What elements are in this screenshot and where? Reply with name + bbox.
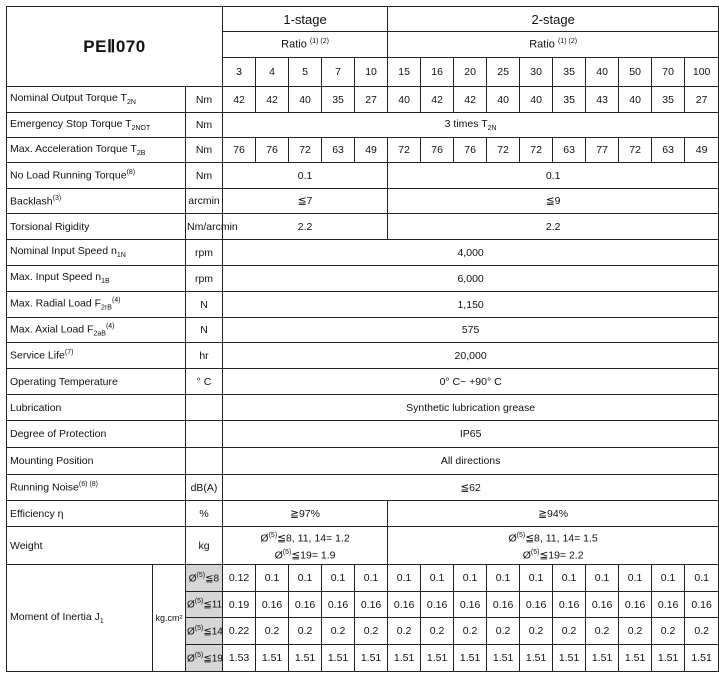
inertia-value: 0.2: [619, 618, 652, 645]
diameter-value: ≦11: [203, 599, 223, 611]
inertia-label-text: Moment of Inertia J: [10, 610, 100, 623]
inertia-value: 1.51: [322, 645, 355, 672]
row-value-stage2: 2.2: [388, 214, 719, 240]
row-value: 40: [520, 87, 553, 113]
inertia-value: 0.16: [487, 592, 520, 618]
inertia-value: 0.1: [289, 565, 322, 592]
row-value: 72: [619, 138, 652, 163]
diameter-symbol: Ø: [508, 532, 517, 545]
inertia-diameter: [186, 618, 223, 645]
ratio-value: 50: [619, 58, 652, 87]
ratio-value: 25: [487, 58, 520, 87]
stage2-header: 2-stage: [388, 7, 719, 32]
spec-row-efficiency: [7, 501, 719, 527]
weight-value: ≦19= 2.2: [539, 549, 584, 561]
row-value-stage1: 2.2: [223, 214, 388, 240]
diameter-value: ≦14: [203, 626, 223, 638]
weight-stage2: [388, 527, 719, 565]
row-value: 42: [454, 87, 487, 113]
stage1-header: 1-stage: [223, 7, 388, 32]
inertia-value: 1.51: [289, 645, 322, 672]
inertia-value: 0.2: [553, 618, 586, 645]
inertia-value: 0.1: [586, 565, 619, 592]
row-value: 76: [223, 138, 256, 163]
inertia-label: [7, 565, 153, 672]
diameter-symbol: Ø: [187, 653, 195, 665]
row-unit: N: [186, 292, 223, 318]
row-value-all: [223, 343, 719, 369]
row-label: [7, 87, 186, 113]
row-unit: Nm/arcmin: [186, 214, 223, 240]
inertia-value: 0.2: [454, 618, 487, 645]
footnote-ref: (5): [282, 548, 292, 556]
row-value: 72: [520, 138, 553, 163]
inertia-value: 0.12: [223, 565, 256, 592]
row-label-sub: 2NOT: [131, 125, 151, 133]
inertia-value: 0.16: [619, 592, 652, 618]
row-value-text: Synthetic lubrication grease: [406, 401, 536, 414]
row-value: 27: [685, 87, 719, 113]
row-label-sup: (8): [126, 169, 136, 177]
spec-row-max-axial-load: [7, 318, 719, 343]
inertia-value: 0.1: [388, 565, 421, 592]
inertia-value: 0.22: [223, 618, 256, 645]
row-value: 42: [223, 87, 256, 113]
spec-row-no-load-torque: [7, 163, 719, 189]
inertia-diameter: [186, 592, 223, 618]
row-value-all: [223, 318, 719, 343]
row-label-sub: 2B: [136, 150, 146, 158]
row-value: 35: [553, 87, 586, 113]
row-value: 40: [619, 87, 652, 113]
inertia-value: 0.16: [388, 592, 421, 618]
row-label: [7, 369, 186, 395]
row-value: 40: [388, 87, 421, 113]
inertia-value: 0.2: [289, 618, 322, 645]
spec-row-mounting: [7, 448, 719, 475]
row-label: [7, 475, 186, 501]
row-value-all: [223, 448, 719, 475]
row-value-text: 0° C~ +90° C: [439, 375, 502, 388]
spec-row-torsional-rigidity: [7, 214, 719, 240]
inertia-value: 0.2: [421, 618, 454, 645]
row-value: 76: [454, 138, 487, 163]
spec-table: [6, 6, 719, 672]
inertia-value: 0.16: [586, 592, 619, 618]
inertia-value: 0.16: [553, 592, 586, 618]
weight-value: ≦19= 1.9: [291, 549, 336, 561]
diameter-symbol: Ø: [187, 599, 195, 611]
row-value: 63: [652, 138, 685, 163]
row-value-stage1: ≦7: [223, 189, 388, 214]
row-label-text: Backlash: [10, 195, 53, 208]
inertia-value: 1.51: [256, 645, 289, 672]
row-unit: N: [186, 318, 223, 343]
inertia-value: 0.1: [685, 565, 719, 592]
footnote-ref: (5): [530, 548, 540, 556]
row-label-text: No Load Running Torque: [10, 169, 127, 182]
inertia-diameter: [186, 565, 223, 592]
inertia-value: 0.2: [256, 618, 289, 645]
row-value-all: [223, 395, 719, 421]
row-label-sub: 1N: [116, 252, 126, 260]
row-value-stage1: ≧97%: [223, 501, 388, 527]
diameter-symbol: Ø: [187, 626, 195, 638]
ratio-header-stage2: Ratio $^{(1) (2)}$: [388, 32, 719, 58]
inertia-value: 0.2: [487, 618, 520, 645]
row-unit: Nm: [186, 138, 223, 163]
inertia-value: 1.51: [454, 645, 487, 672]
row-value: 35: [652, 87, 685, 113]
row-unit: Nm: [186, 87, 223, 113]
inertia-value: 0.16: [421, 592, 454, 618]
row-value-text: IP65: [459, 428, 482, 440]
row-label-text: Max. Radial Load F: [10, 297, 102, 310]
inertia-value: 1.51: [619, 645, 652, 672]
ratio-header-stage1: Ratio $^{(1) (2)}$: [223, 32, 388, 58]
row-unit: ° C: [186, 369, 223, 395]
row-value-stage1: 0.1: [223, 163, 388, 189]
ratio-value: 15: [388, 58, 421, 87]
spec-row-nominal-torque: [7, 87, 719, 113]
row-unit: [186, 448, 223, 475]
inertia-value: 0.1: [553, 565, 586, 592]
row-label-sup: (4): [105, 322, 115, 330]
weight-lines: [224, 529, 386, 562]
inertia-value: 1.51: [421, 645, 454, 672]
inertia-value: 0.1: [487, 565, 520, 592]
row-label: [7, 266, 186, 292]
diameter-symbol: Ø: [522, 549, 531, 561]
spec-row-backlash: [7, 189, 719, 214]
row-label-sub: 1B: [101, 278, 110, 286]
inertia-value: 0.1: [322, 565, 355, 592]
row-label-text: Mounting Position: [10, 455, 94, 467]
row-label: [7, 113, 186, 138]
row-label-text: Degree of Protection: [10, 428, 107, 440]
row-unit: hr: [186, 343, 223, 369]
footnote-ref: (5): [194, 598, 204, 606]
row-value: 35: [322, 87, 355, 113]
row-label: [7, 318, 186, 343]
spec-row-running-noise: [7, 475, 719, 501]
inertia-unit: kg.cm²: [153, 565, 186, 672]
inertia-value: 0.1: [421, 565, 454, 592]
row-value-text: ≦62: [460, 481, 481, 494]
row-label-text: Nominal Output Torque T: [10, 92, 127, 105]
diameter-symbol: Ø: [260, 532, 269, 545]
inertia-value: 0.1: [520, 565, 553, 592]
row-label: [7, 138, 186, 163]
spec-row-max-accel-torque: [7, 138, 719, 163]
ratio-value: 7: [322, 58, 355, 87]
row-label-sup: (4): [111, 297, 121, 305]
inertia-value: 0.16: [520, 592, 553, 618]
ratio-value: 30: [520, 58, 553, 87]
row-label: [7, 501, 186, 527]
row-label-sub: 2aB: [93, 330, 106, 338]
inertia-value: 1.51: [487, 645, 520, 672]
row-label-text: Efficiency η: [10, 507, 64, 520]
row-value-text: 3 times T: [444, 117, 488, 130]
inertia-value: 0.1: [454, 565, 487, 592]
footnote-ref: (5): [196, 571, 206, 579]
row-label-text: Weight: [10, 539, 43, 552]
row-value: 27: [355, 87, 388, 113]
inertia-value: 0.2: [652, 618, 685, 645]
row-value: 76: [421, 138, 454, 163]
row-value: 76: [256, 138, 289, 163]
row-label-sup: (6) (8): [78, 481, 98, 489]
inertia-label-sub: 1: [99, 618, 104, 626]
inertia-value: 1.51: [586, 645, 619, 672]
row-value: 77: [586, 138, 619, 163]
inertia-value: 0.16: [322, 592, 355, 618]
inertia-value: 1.51: [553, 645, 586, 672]
spec-row-service-life: [7, 343, 719, 369]
ratio-value: 70: [652, 58, 685, 87]
ratio-value: 10: [355, 58, 388, 87]
inertia-row: [7, 565, 719, 592]
row-label-text: Lubrication: [10, 401, 62, 414]
inertia-diameter: [186, 645, 223, 672]
inertia-value: 0.16: [652, 592, 685, 618]
row-value-all: [223, 421, 719, 448]
row-value: 49: [685, 138, 719, 163]
row-value-all: [223, 475, 719, 501]
row-unit: [186, 395, 223, 421]
row-label-text: Nominal Input Speed n: [10, 245, 117, 258]
diameter-value: ≦19: [203, 653, 223, 665]
spec-row-lubrication: [7, 395, 719, 421]
row-label-sup: (3): [52, 194, 62, 202]
row-unit: rpm: [186, 266, 223, 292]
inertia-value: 0.16: [355, 592, 388, 618]
row-value-all: [223, 113, 719, 138]
row-unit: kg: [186, 527, 223, 565]
row-value-text: 6,000: [457, 272, 484, 285]
row-value-stage2: ≧94%: [388, 501, 719, 527]
row-value-text: 4,000: [457, 246, 484, 259]
row-unit: rpm: [186, 240, 223, 266]
row-value-text: All directions: [440, 455, 501, 467]
row-label-sub: 2rB: [101, 304, 112, 312]
row-label: [7, 292, 186, 318]
row-value-all: [223, 266, 719, 292]
row-label-text: Max. Axial Load F: [10, 323, 94, 336]
inertia-value: 1.51: [355, 645, 388, 672]
row-label-text: Max. Acceleration Torque T: [10, 142, 137, 155]
inertia-value: 0.16: [289, 592, 322, 618]
weight-value: ≦8, 11, 14= 1.2: [277, 532, 350, 545]
inertia-value: 0.16: [256, 592, 289, 618]
row-label: [7, 343, 186, 369]
row-value: 40: [289, 87, 322, 113]
inertia-value: 0.1: [355, 565, 388, 592]
row-value-text: 575: [461, 324, 480, 336]
row-label-text: Torsional Rigidity: [10, 220, 90, 233]
inertia-value: 0.16: [685, 592, 719, 618]
row-unit: Nm: [186, 163, 223, 189]
inertia-value: 1.51: [388, 645, 421, 672]
row-value: 49: [355, 138, 388, 163]
row-label-text: Operating Temperature: [10, 375, 118, 388]
row-value-stage2: 0.1: [388, 163, 719, 189]
ratio-value: 3: [223, 58, 256, 87]
row-label-sup: (7): [64, 349, 74, 357]
row-value-text: 1,150: [457, 298, 484, 311]
row-value: 63: [553, 138, 586, 163]
footnote-ref: (5): [268, 532, 278, 539]
inertia-value: 0.2: [388, 618, 421, 645]
ratio-value: 20: [454, 58, 487, 87]
inertia-value: 0.1: [652, 565, 685, 592]
row-unit: dB(A): [186, 475, 223, 501]
diameter-symbol: Ø: [188, 573, 197, 585]
row-label-sub: 2N: [126, 99, 136, 107]
row-label: [7, 527, 186, 565]
inertia-value: 0.2: [685, 618, 719, 645]
spec-row-max-radial-load: [7, 292, 719, 318]
row-value-stage2: ≦9: [388, 189, 719, 214]
ratio-value: 4: [256, 58, 289, 87]
row-value-sub: 2N: [487, 125, 497, 133]
inertia-value: 1.51: [520, 645, 553, 672]
row-label: [7, 421, 186, 448]
row-value: 72: [289, 138, 322, 163]
row-value-all: [223, 292, 719, 318]
weight-line: [275, 546, 336, 563]
row-value: 63: [322, 138, 355, 163]
row-label: [7, 214, 186, 240]
spec-row-operating-temp: [7, 369, 719, 395]
inertia-value: 1.51: [652, 645, 685, 672]
row-label-text: Max. Input Speed n: [10, 271, 102, 284]
row-unit: arcmin: [186, 189, 223, 214]
row-value: 40: [487, 87, 520, 113]
row-label: [7, 163, 186, 189]
ratio-value: 16: [421, 58, 454, 87]
inertia-value: 0.1: [256, 565, 289, 592]
diameter-value: ≦8: [205, 573, 220, 585]
spec-row-protection: [7, 421, 719, 448]
ratio-value: 5: [289, 58, 322, 87]
footnote-ref: (5): [194, 624, 204, 632]
spec-row-nominal-input-speed: [7, 240, 719, 266]
row-label-text: Running Noise: [10, 481, 79, 494]
inertia-value: 0.2: [322, 618, 355, 645]
row-value-text: 20,000: [454, 349, 487, 362]
row-value: 72: [487, 138, 520, 163]
inertia-value: 0.2: [586, 618, 619, 645]
weight-line: [260, 529, 349, 546]
row-unit: [186, 421, 223, 448]
row-label-text: Emergency Stop Torque T: [10, 117, 132, 130]
row-label: [7, 189, 186, 214]
model-title: PEⅡ070: [7, 7, 223, 87]
weight-stage1: [223, 527, 388, 565]
footnote-ref: (5): [516, 532, 526, 539]
row-unit: Nm: [186, 113, 223, 138]
inertia-value: 1.51: [685, 645, 719, 672]
inertia-value: 0.19: [223, 592, 256, 618]
ratio-value: 40: [586, 58, 619, 87]
row-value: 43: [586, 87, 619, 113]
row-value-all: [223, 240, 719, 266]
weight-line: [523, 546, 584, 563]
diameter-symbol: Ø: [274, 549, 283, 561]
row-value: 42: [421, 87, 454, 113]
row-value: 42: [256, 87, 289, 113]
ratio-value: 100: [685, 58, 719, 87]
row-value: 72: [388, 138, 421, 163]
weight-lines: [389, 529, 717, 562]
spec-row-emergency-torque: [7, 113, 719, 138]
inertia-value: 1.53: [223, 645, 256, 672]
row-value-all: [223, 369, 719, 395]
spec-row-weight: [7, 527, 719, 565]
inertia-value: 0.2: [520, 618, 553, 645]
weight-value: ≦8, 11, 14= 1.5: [525, 532, 598, 545]
ratio-value: 35: [553, 58, 586, 87]
row-unit: %: [186, 501, 223, 527]
inertia-value: 0.1: [619, 565, 652, 592]
spec-row-max-input-speed: [7, 266, 719, 292]
row-label-text: Service Life: [10, 349, 65, 362]
row-label: [7, 240, 186, 266]
inertia-value: 0.2: [355, 618, 388, 645]
inertia-value: 0.16: [454, 592, 487, 618]
row-label: [7, 395, 186, 421]
weight-line: [509, 529, 598, 546]
row-label: [7, 448, 186, 475]
footnote-ref: (5): [194, 651, 204, 659]
